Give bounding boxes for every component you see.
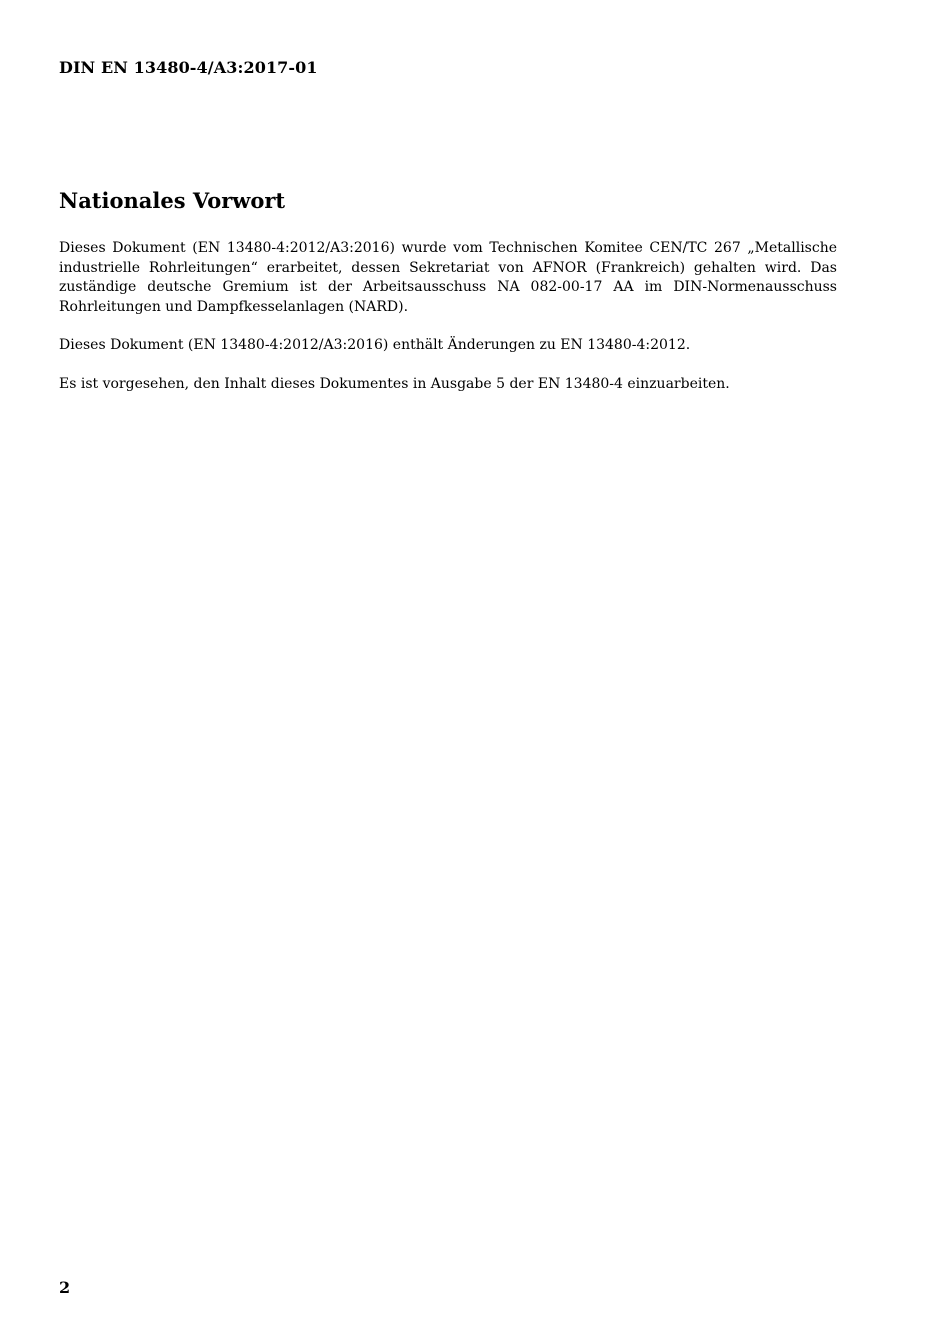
document-id-header: DIN EN 13480-4/A3:2017-01	[59, 58, 318, 77]
section-title: Nationales Vorwort	[59, 188, 286, 213]
paragraph-committee: Dieses Dokument (EN 13480-4:2012/A3:2016) wurde vom Technischen Komitee CEN/TC 267 „Metallische industrielle Rohrleitungen“ erarbeitet, dessen Sekretariat von AFNOR (Frankreich) gehalten wird. Das zuständige deutsche Gremium ist der Arbeitsausschuss NA 082-00-17 AA im DIN-Normenausschuss Rohrleitungen und Dampfkesselanlagen (NARD).	[59, 240, 837, 315]
paragraph-changes: Dieses Dokument (EN 13480-4:2012/A3:2016) enthält Änderungen zu EN 13480-4:2012.	[59, 337, 691, 353]
page-number: 2	[59, 1278, 71, 1297]
paragraph-intent: Es ist vorgesehen, den Inhalt dieses Dokumentes in Ausgabe 5 der EN 13480-4 einzuarbeiten.	[59, 375, 730, 392]
section-content	[59, 239, 837, 394]
